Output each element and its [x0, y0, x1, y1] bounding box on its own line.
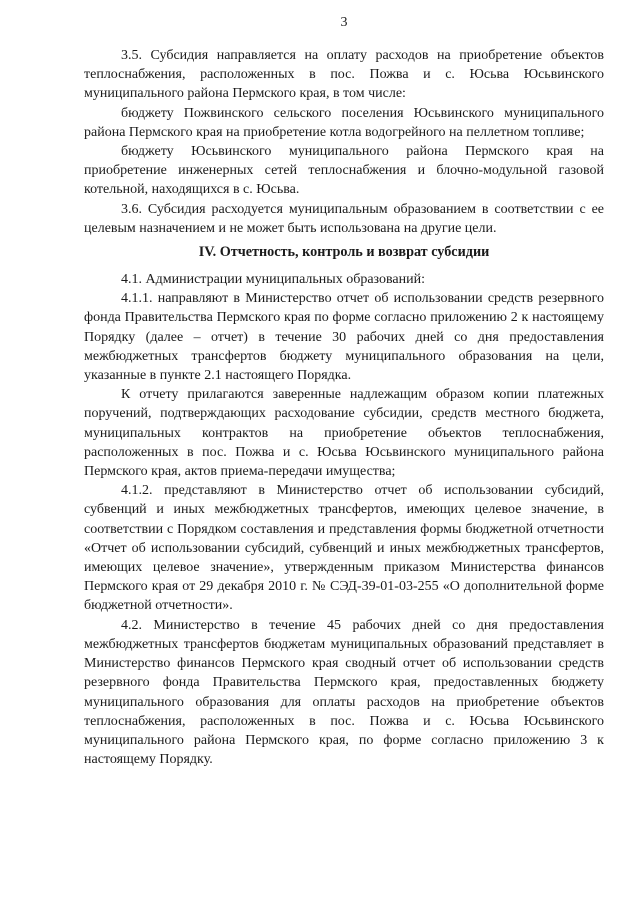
paragraph-4-2: 4.2. Министерство в течение 45 рабочих дней со дня предоставления межбюджетных трансфертов бюджетам муниципальных образований представляет в Министерство финансов Пермского края сводный отчет об использовании средств резервного фонда Правительства Пермского края, предоставленных бюджету муниципального образования для оплаты расходов на приобретение объектов теплоснабжения, расположенных в пос. Пожва и с. Юсьва Юсьвинского муниципального района Пермского края, по форме согласно приложению 3 к настоящему Порядку.	[84, 617, 604, 768]
paragraph-3-5: 3.5. Субсидия направляется на оплату расходов на приобретение объектов теплоснабжения, расположенных в пос. Пожва и с. Юсьва Юсьвинского муниципального района Пермского края, в том числе:	[84, 48, 604, 102]
paragraph-4-1-1: 4.1.1. направляют в Министерство отчет об использовании средств резервного фонда Правительства Пермского края по форме согласно приложению 2 к настоящему Порядку (далее – отчет) в течение 30 рабочих дней со дня предоставления межбюджетных трансфертов бюджету муниципального образования на цели, указанные в пункте 2.1 настоящего Порядка.	[84, 291, 604, 384]
paragraph-attachments: К отчету прилагаются заверенные надлежащим образом копии платежных поручений, подтверждающих расходование субсидии, средств местного бюджета, муниципальных контрактов на приобретение объектов теплоснабжения, расположенных в пос. Пожва и с. Юсьва Юсьвинского муниципального района Пермского края, актов приема-передачи имущества;	[84, 387, 604, 480]
section-heading: IV. Отчетность, контроль и возврат субсидии	[198, 244, 490, 261]
paragraph-yusva-budget: бюджету Юсьвинского муниципального района Пермского края на приобретение инженерных сетей теплоснабжения и блочно-модульной газовой котельной, находящихся в с. Юсьва.	[84, 144, 604, 198]
paragraph-pozhva-budget: бюджету Пожвинского сельского поселения Юсьвинского муниципального района Пермского края на приобретение котла водогрейного на пеллетном топливе;	[84, 105, 604, 140]
paragraph-3-6: 3.6. Субсидия расходуется муниципальным образованием в соответствии с ее целевым назначением и не может быть использована на другие цели.	[84, 201, 604, 236]
page-number: 3	[340, 15, 348, 30]
document-page	[84, 14, 604, 769]
paragraph-4-1: 4.1. Администрации муниципальных образований:	[121, 272, 425, 288]
paragraph-4-1-2: 4.1.2. представляют в Министерство отчет об использовании субсидий, субвенций и иных межбюджетных трансфертов, имеющих целевое значение, в соответствии с Порядком составления и представления формы бюджетной отчетности «Отчет об использовании субсидий, субвенций и иных межбюджетных трансфертов, имеющих целевое значение», утвержденным приказом Министерства финансов Пермского края от 29 декабря 2010 г. № СЭД-39-01-03-255 «О дополнительной форме бюджетной отчетности».	[84, 483, 604, 614]
